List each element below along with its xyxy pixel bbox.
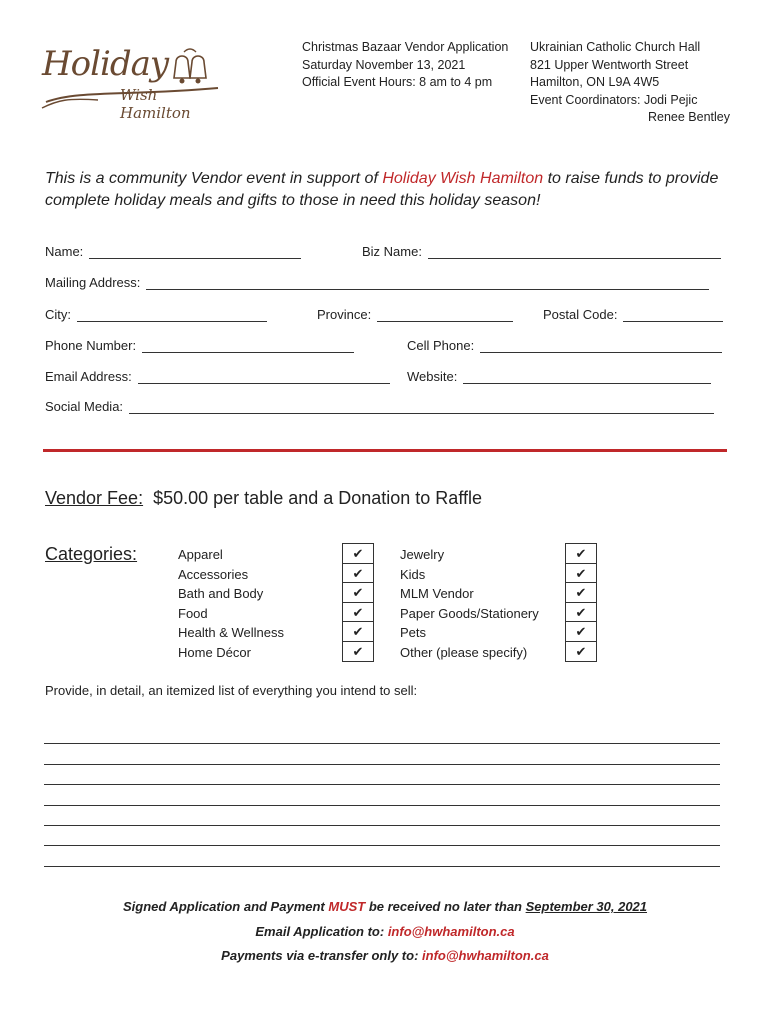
vendor-fee-label: Vendor Fee: [45, 488, 144, 508]
logo [38, 40, 228, 122]
bells-icon [166, 48, 214, 90]
venue-street: 821 Upper Wentworth Street [530, 57, 689, 72]
category-kids: Kids [400, 566, 426, 582]
must-emphasis: MUST [328, 899, 366, 914]
category-jewelry: Jewelry [400, 547, 445, 562]
cell-phone-field[interactable]: Cell Phone: [407, 338, 722, 353]
checkbox-paper-goods[interactable]: ✔ [566, 603, 596, 623]
email-application: Email Application to: info@hwhamilton.ca [255, 924, 515, 939]
checkbox-mlm-vendor[interactable]: ✔ [566, 583, 596, 603]
category-bath-body: Bath and Body [178, 586, 264, 602]
list-line[interactable] [44, 724, 720, 744]
itemized-list-lines[interactable] [44, 724, 720, 867]
vendor-fee-text: $50.00 per table and a Donation to Raffle [153, 488, 483, 508]
list-line[interactable] [44, 846, 720, 866]
list-line[interactable] [44, 744, 720, 764]
category-pets: Pets [400, 625, 427, 641]
province-field[interactable]: Province: [317, 307, 513, 322]
list-line[interactable] [44, 765, 720, 785]
name-field[interactable]: Name: [45, 244, 301, 259]
venue-name: Ukrainian Catholic Church Hall [530, 40, 701, 54]
deadline-notice: Signed Application and Payment MUST be received no later than September 30, 2021 [122, 899, 648, 914]
checkbox-home-decor[interactable]: ✔ [352, 643, 364, 659]
city-field[interactable]: City: [45, 307, 267, 322]
vendor-fee [45, 488, 482, 509]
coordinators: Event Coordinators: Jodi Pejic [530, 92, 698, 107]
phone-field[interactable]: Phone Number: [45, 338, 354, 353]
category-health-wellness: Health & Wellness [178, 625, 284, 641]
intro-text: This is a community Vendor event in support of Holiday Wish Hamilton to raise funds to provide complete holiday meals and gifts to those in need this holiday season! [45, 170, 719, 209]
section-divider [43, 449, 727, 452]
categories-col2 [400, 545, 539, 663]
logo-title: Holiday [42, 44, 169, 84]
category-other: Other (please specify) [400, 644, 528, 660]
categories-title: Categories: [45, 544, 138, 564]
venue-city: Hamilton, ON L9A 4W5 [530, 75, 660, 89]
payment-email-link[interactable]: info@hwhamilton.ca [422, 948, 549, 963]
category-food: Food [178, 605, 208, 621]
category-paper-goods: Paper Goods/Stationery [400, 605, 539, 621]
checkbox-kids[interactable]: ✔ [566, 564, 596, 584]
category-home-decor: Home Décor [178, 644, 251, 660]
mailing-address-field[interactable]: Mailing Address: [45, 275, 709, 290]
website-field[interactable]: Website: [407, 369, 711, 384]
categories-col1 [178, 545, 284, 663]
event-hours: Official Event Hours: 8 am to 4 pm [302, 75, 493, 89]
biz-name-field[interactable]: Biz Name: [362, 244, 721, 259]
category-accessories: Accessories [178, 566, 249, 582]
org-name: Holiday Wish Hamilton [382, 170, 544, 187]
checkbox-jewelry[interactable]: ✔ [566, 544, 596, 564]
category-mlm-vendor: MLM Vendor [400, 586, 474, 602]
social-media-field[interactable]: Social Media: [45, 399, 714, 414]
checkbox-column-1 [342, 543, 374, 662]
event-info [302, 39, 508, 92]
checkbox-other[interactable]: ✔ [575, 643, 587, 659]
checkbox-food[interactable]: ✔ [343, 603, 373, 623]
deadline-date: September 30, 2021 [525, 899, 648, 914]
list-line[interactable] [44, 826, 720, 846]
checkbox-apparel[interactable]: ✔ [343, 544, 373, 564]
coordinator-2: Renee Bentley [648, 110, 731, 124]
list-line[interactable] [44, 785, 720, 805]
logo-subtitle: Wish Hamilton [120, 86, 191, 122]
itemized-list-prompt: Provide, in detail, an itemized list of everything you intend to sell: [45, 683, 418, 698]
event-title: Christmas Bazaar Vendor Application [302, 40, 509, 54]
venue-info [530, 39, 730, 127]
postal-code-field[interactable]: Postal Code: [543, 307, 723, 322]
checkbox-accessories[interactable]: ✔ [343, 564, 373, 584]
checkbox-pets[interactable]: ✔ [566, 622, 596, 642]
checkbox-column-2 [565, 543, 597, 662]
email-link[interactable]: info@hwhamilton.ca [387, 924, 515, 939]
payment-info: Payments via e-transfer only to: info@hwhamilton.ca [221, 948, 549, 963]
category-apparel: Apparel [178, 547, 223, 562]
checkbox-bath-body[interactable]: ✔ [343, 583, 373, 603]
checkbox-health-wellness[interactable]: ✔ [343, 622, 373, 642]
list-line[interactable] [44, 806, 720, 826]
email-field[interactable]: Email Address: [45, 369, 390, 384]
event-date: Saturday November 13, 2021 [302, 57, 466, 72]
